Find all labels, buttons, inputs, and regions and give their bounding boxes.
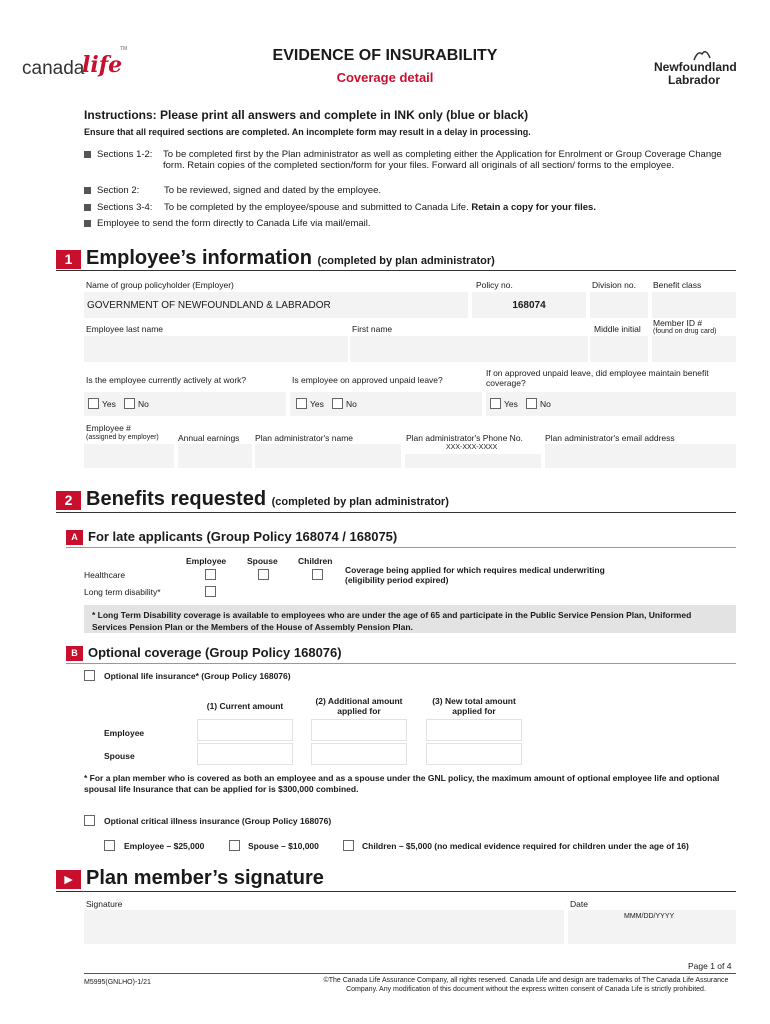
section-note: (completed by plan administrator) [271,496,449,508]
healthcare-label: Healthcare [84,570,126,580]
critical-illness-label: Optional critical illness insurance (Group Policy 168076) [104,816,332,826]
maintain-coverage-question: If on approved unpaid leave, did employee maintain benefit coverage? [486,368,709,388]
policyholder-label: Name of group policyholder (Employer) [86,280,234,290]
active-no-checkbox[interactable] [124,398,135,409]
no-label: No [346,399,357,409]
ltd-footnote: * Long Term Disability coverage is available to employees who are under the age of 65 and participate in the Public Service Pension Plan, Uniformed Services Pension Plan or the Members of the House of Assembly Pension Plan. [84,605,736,633]
last-name-label: Employee last name [86,324,164,334]
col-spouse-header: Spouse [247,556,278,566]
section-number: 2 [56,491,81,510]
logo-tm: TM [120,46,128,52]
current-amount-header: (1) Current amount [206,701,284,711]
divider [66,663,736,664]
spouse-current-amount-field[interactable] [197,743,293,765]
col-children-header: Children [298,556,333,566]
unpaid-no-checkbox[interactable] [332,398,343,409]
policy-no-value: 168074 [512,300,546,311]
ltd-label: Long term disability* [84,587,161,597]
new-total-header: (3) New total amount applied for [432,696,516,716]
division-no-label: Division no. [592,280,636,290]
bullet-icon [84,220,91,227]
nl-logo-line1: Newfoundland [654,60,737,74]
instruction-text: To be reviewed, signed and dated by the employee. [164,185,382,196]
yes-label: Yes [310,399,324,409]
part-title: For late applicants (Group Policy 168074 / 168075) [88,529,398,544]
signature-field[interactable] [84,910,564,944]
spouse-additional-amount-field[interactable] [311,743,407,765]
admin-phone-label: Plan administrator's Phone No. [406,433,523,443]
maintain-yes-checkbox[interactable] [490,398,501,409]
optional-spouse-label: Spouse [104,751,135,761]
instruction-text: To be completed first by the Plan administrator as well as completing either the Application for Enrolment or Group Coverage Change form. Retain copies of the completed section/form for your files. Forward all originals of all section/ forms to the employee. [163,149,722,171]
no-label: No [138,399,149,409]
last-name-field[interactable] [84,336,348,362]
member-id-field[interactable] [652,336,736,362]
policy-no-field[interactable] [472,292,586,318]
middle-initial-field[interactable] [590,336,648,362]
instructions-heading: Instructions: Please print all answers and complete in INK only (blue or black) [84,108,529,122]
employee-no-field[interactable] [84,444,174,468]
employee-no-note: (assigned by employer) [86,434,159,441]
logo-text: canada [22,58,85,79]
ci-spouse-label: Spouse – $10,000 [248,841,319,851]
section-note: (completed by plan administrator) [317,255,495,267]
healthcare-employee-checkbox[interactable] [205,569,216,580]
col-employee-header: Employee [186,556,227,566]
admin-email-field[interactable] [545,444,736,468]
divider [56,512,736,513]
division-no-field[interactable] [590,292,648,318]
critical-illness-checkbox[interactable] [84,815,95,826]
form-subtitle: Coverage detail [336,70,434,85]
spouse-new-total-field[interactable] [426,743,522,765]
annual-earnings-label: Annual earnings [178,433,240,443]
page-number: Page 1 of 4 [688,961,732,971]
admin-email-label: Plan administrator's email address [545,433,675,443]
instruction-label: Section 2: [97,185,140,196]
divider [56,891,736,892]
unpaid-yes-checkbox[interactable] [296,398,307,409]
instruction-item [84,218,734,229]
date-field[interactable] [568,910,736,944]
instruction-item [84,202,764,213]
unpaid-leave-question: Is employee on approved unpaid leave? [292,375,443,385]
ci-employee-label: Employee – $25,000 [124,841,205,851]
instruction-text: To be completed by the employee/spouse and submitted to Canada Life. [164,202,469,213]
policyholder-field[interactable] [84,292,468,318]
admin-name-field[interactable] [255,444,401,468]
admin-phone-format: XXX-XXX-XXXX [446,444,498,451]
ltd-employee-checkbox[interactable] [205,586,216,597]
copyright: ©The Canada Life Assurance Company, all rights reserved. Canada Life and design are trademarks of The Canada Life Assurance Company. Any modification of this document without the express written consent of Canada Life is strictly prohibited. [323,977,729,993]
policy-no-label: Policy no. [476,280,513,290]
form-code: M5995(GNLHO)-1/21 [84,979,151,986]
footer-divider [84,973,736,974]
ci-children-label: Children – $5,000 (no medical evidence required for children under the age of 16) [362,841,689,851]
admin-phone-field[interactable] [405,454,541,468]
optional-life-footnote: * For a plan member who is covered as both an employee and as a spouse under the GNL policy, the maximum amount of optional employee life and optional spousal life Insurance that can be applied for is $300,000 combined. [84,773,720,794]
underwriting-note: Coverage being applied for which requires medical underwriting (eligibility period expired) [345,565,605,585]
signature-label: Signature [86,899,123,909]
yes-label: Yes [504,399,518,409]
ci-employee-checkbox[interactable] [104,840,115,851]
admin-name-label: Plan administrator's name [255,433,353,443]
employee-current-amount-field[interactable] [197,719,293,741]
signature-title: Plan member’s signature [86,867,324,889]
section-title [86,488,449,511]
benefit-class-label: Benefit class [653,280,702,290]
instruction-item [84,149,734,171]
instruction-bold-text: Retain a copy for your files. [471,202,596,213]
first-name-label: First name [352,324,393,334]
bullet-icon [84,151,91,158]
middle-initial-label: Middle initial [594,324,641,334]
date-format-hint: MMM/DD/YYYY [624,913,675,920]
healthcare-spouse-checkbox[interactable] [258,569,269,580]
ci-children-checkbox[interactable] [343,840,354,851]
policyholder-value: GOVERNMENT OF NEWFOUNDLAND & LABRADOR [87,300,331,311]
nl-logo [654,48,744,88]
first-name-field[interactable] [350,336,588,362]
optional-life-checkbox[interactable] [84,670,95,681]
section-title [86,247,495,270]
yes-label: Yes [102,399,116,409]
benefit-class-field[interactable] [652,292,736,318]
date-label: Date [570,899,588,909]
active-at-work-question: Is the employee currently actively at work? [86,375,247,385]
annual-earnings-field[interactable] [178,444,252,468]
additional-amount-header: (2) Additional amount applied for [315,696,403,716]
bullet-icon [84,204,91,211]
section-title-text: Employee’s information [86,247,312,269]
part-letter: A [66,530,83,545]
part-title: Optional coverage (Group Policy 168076) [88,645,342,660]
ci-spouse-checkbox[interactable] [229,840,240,851]
nl-logo-line2: Labrador [668,73,721,87]
arrow-icon: ► [56,870,81,889]
instruction-item [84,185,734,196]
maintain-coverage-answer [486,392,736,416]
active-yes-checkbox[interactable] [88,398,99,409]
maintain-no-checkbox[interactable] [526,398,537,409]
optional-employee-label: Employee [104,728,145,738]
part-letter: B [66,646,83,661]
instruction-label: Sections 3-4: [97,202,153,213]
divider [56,270,736,271]
no-label: No [540,399,551,409]
instruction-label: Sections 1-2: [97,149,153,160]
instruction-text: Employee to send the form directly to Canada Life via mail/email. [97,218,371,229]
section-title-text: Benefits requested [86,488,267,510]
healthcare-children-checkbox[interactable] [312,569,323,580]
divider [66,547,736,548]
logo-script: life [82,52,123,78]
employee-new-total-field[interactable] [426,719,522,741]
form-title: EVIDENCE OF INSURABILITY [272,47,498,64]
employee-additional-amount-field[interactable] [311,719,407,741]
section-number: 1 [56,250,81,269]
member-id-note: (found on drug card) [653,328,717,335]
optional-life-label: Optional life insurance* (Group Policy 168076) [104,671,291,681]
bullet-icon [84,187,91,194]
member-id-label: Member ID # [653,318,703,328]
instructions-subheading: Ensure that all required sections are completed. An incomplete form may result in a delay in processing. [84,127,531,137]
employee-no-label: Employee # [86,423,131,433]
